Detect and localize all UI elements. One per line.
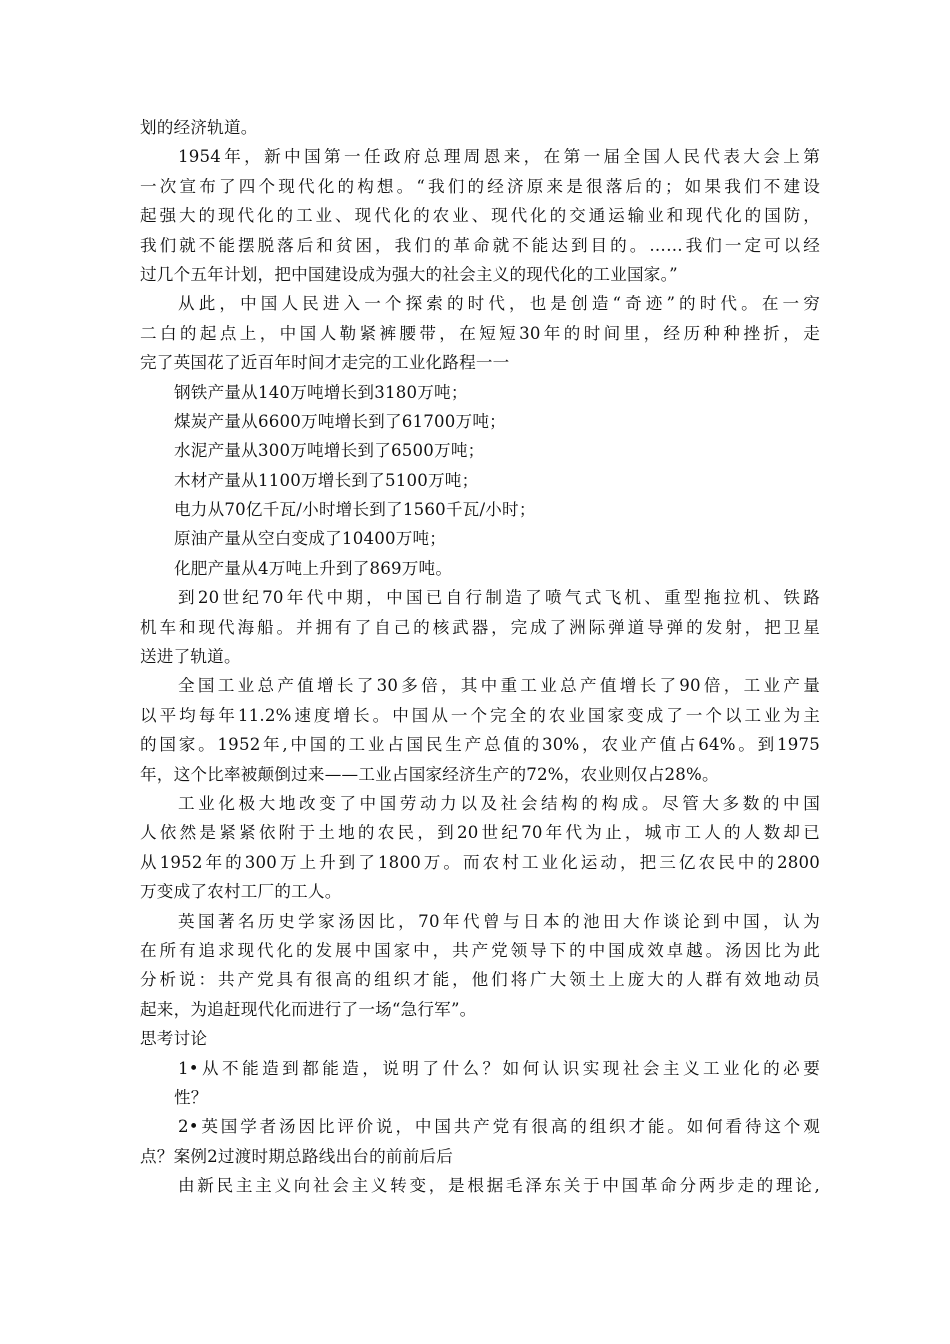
text-line: 点？案例2过渡时期总路线出台的前前后后 [140,1146,454,1166]
text-line: 送进了轨道。 [140,647,241,667]
paragraph-output-start: 全国工业总产值增长了30多倍，其中重工业总产值增长了90倍，工业产量 [178,676,820,696]
section-heading: 思考讨论 [140,1029,208,1049]
list-item-power: 电力从70亿千瓦/小时增长到了1560千瓦/小时； [174,500,536,520]
text-line: 性？ [174,1087,208,1107]
paragraph-case-2-start: 由新民主主义向社会主义转变，是根据毛泽东关于中国革命分两步走的理论, [178,1176,820,1196]
text-line: 完了英国花了近百年时间才走完的工业化路程一一 [140,353,510,373]
text-line: 起来，为追赶现代化而进行了一场“急行军”。 [140,999,477,1019]
text-line: 划的经济轨道。 [140,118,258,137]
paragraph-1970s-start: 到20世纪70年代中期，中国已自行制造了喷气式飞机、重型拖拉机、铁路 [178,588,820,608]
paragraph-toynbee-start: 英国著名历史学家汤因比，70年代曾与日本的池田大作谈论到中国，认为 [178,911,820,931]
list-item-timber: 木材产量从1100万增长到了5100万吨； [174,470,479,490]
text-line: 万变成了农村工厂的工人。 [140,882,342,902]
text-line: 人依然是紧紧依附于土地的农民，到20世纪70年代为止，城市工人的人数却已 [140,823,820,843]
list-item-cement: 水泥产量从300万吨增长到了6500万吨； [174,441,485,461]
list-item-fertilizer: 化肥产量从4万吨上升到了869万吨。 [174,558,453,578]
list-item-crude-oil: 原油产量从空白变成了10400万吨； [174,529,447,549]
paragraph-zhou-enlai-start: 1954年，新中国第一任政府总理周恩来，在第一届全国人民代表大会上第 [178,147,820,167]
text-line: 机车和现代海船。并拥有了自己的核武器，完成了洲际弹道导弹的发射，把卫星 [140,617,820,637]
text-line: 从1952年的300万上升到了1800万。而农村工业化运动，把三亿农民中的2800 [140,852,820,872]
text-line: 年，这个比率被颠倒过来——工业占国家经济生产的72%，农业则仅占28%。 [140,764,719,784]
text-line: 的国家。1952年,中国的工业占国民生产总值的30%，农业产值占64%。到1975 [140,735,820,755]
question-1: 1•从不能造到都能造，说明了什么？如何认识实现社会主义工业化的必要 [178,1058,820,1078]
text-line: 过几个五年计划，把中国建设成为强大的社会主义的现代化的工业国家。” [140,264,678,284]
text-line: 分析说：共产党具有很高的组织才能，他们将广大领土上庞大的人群有效地动员 [140,970,820,990]
text-line: 起强大的现代化的工业、现代化的农业、现代化的交通运输业和现代化的国防， [140,206,820,226]
text-line: 以平均每年11.2%速度增长。中国从一个完全的农业国家变成了一个以工业为主 [140,705,820,725]
text-line: 二白的起点上，中国人勒紧裤腰带，在短短30年的时间里，经历种种挫折，走 [140,323,820,343]
question-2: 2•英国学者汤因比评价说，中国共产党有很高的组织才能。如何看待这个观 [178,1117,820,1137]
paragraph-era-start: 从此，中国人民进入一个探索的时代，也是创造“奇迹”的时代。在一穷 [178,294,820,314]
list-item-coal: 煤炭产量从6600万吨增长到了61700万吨； [174,411,506,431]
paragraph-labor-start: 工业化极大地改变了中国劳动力以及社会结构的构成。尽管大多数的中国 [178,793,820,813]
text-line: 一次宣布了四个现代化的构想。“我们的经济原来是很落后的；如果我们不建设 [140,176,820,196]
text-line: 我们就不能摆脱落后和贫困，我们的革命就不能达到目的。……我们一定可以经 [140,235,820,255]
list-item-steel: 钢铁产量从140万吨增长到3180万吨； [174,382,468,402]
text-line: 在所有追求现代化的发展中国家中，共产党领导下的中国成效卓越。汤因比为此 [140,940,820,960]
document-body [140,113,820,1200]
